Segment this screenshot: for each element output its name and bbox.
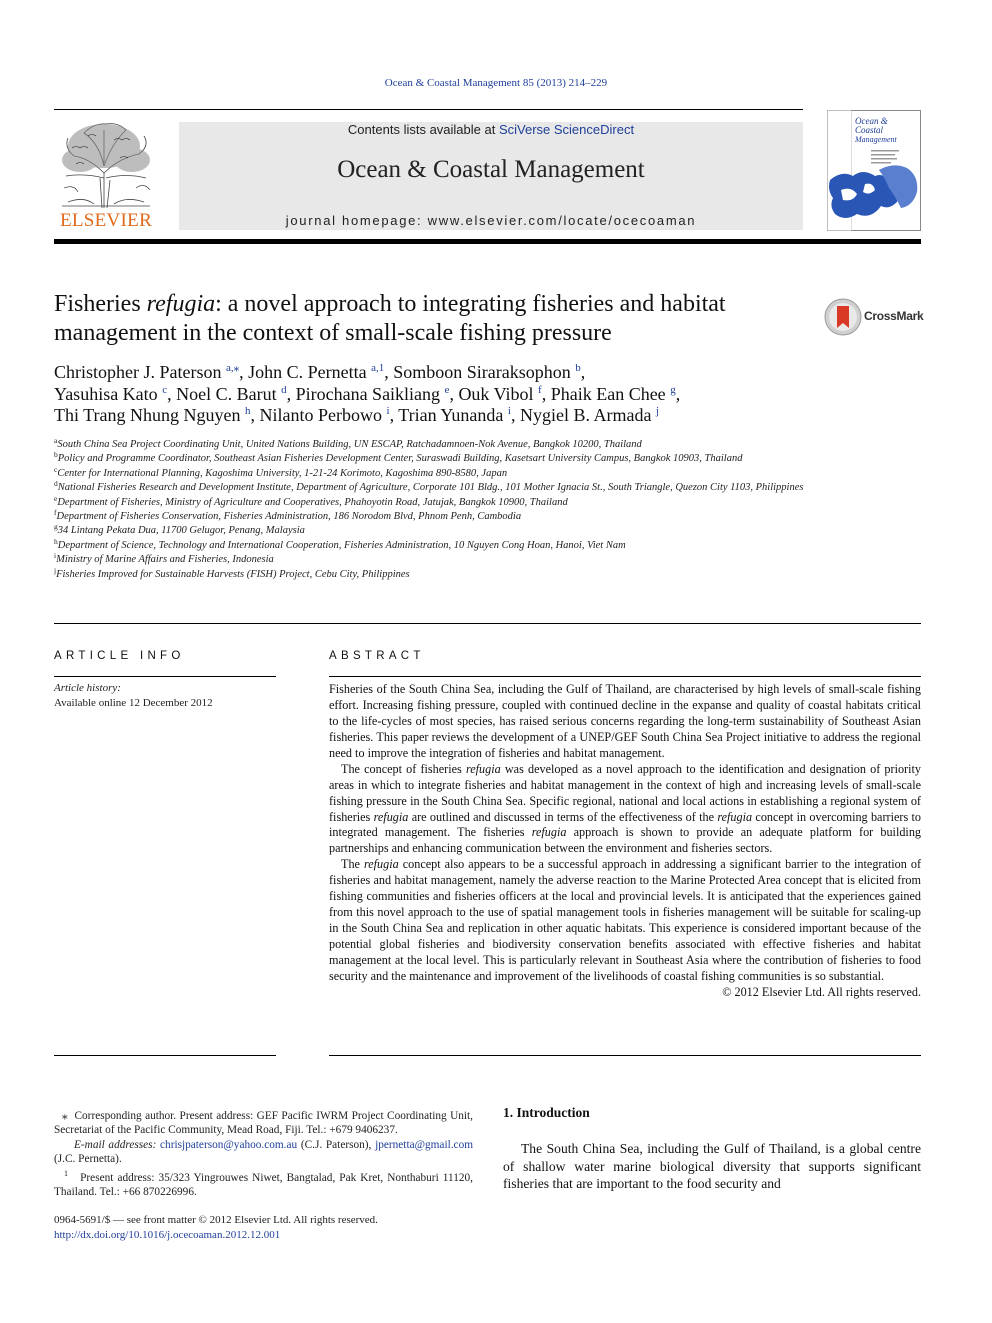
abstract-bottom-rule xyxy=(329,1055,921,1056)
elsevier-logo[interactable] xyxy=(54,118,158,232)
abstract-heading: ABSTRACT xyxy=(329,650,425,662)
journal-title: Ocean & Coastal Management xyxy=(337,156,645,183)
journal-cover[interactable] xyxy=(827,110,921,231)
contents-prefix: Contents lists available at xyxy=(347,122,499,137)
author-yunanda[interactable]: Trian Yunanda $^i$ xyxy=(398,405,511,425)
journal-citation[interactable]: Ocean & Coastal Management 85 (2013) 214–229 xyxy=(384,77,608,89)
journal-cover-image xyxy=(827,110,921,231)
author-armada[interactable]: Nygiel B. Armada $^j$ xyxy=(519,405,660,425)
issn-line: 0964-5691/$ — see front matter © 2012 Elsevier Ltd. All rights reserved. xyxy=(54,1214,378,1226)
article-history xyxy=(54,681,276,710)
elsevier-wordmark: ELSEVIER xyxy=(59,210,153,231)
affiliation-i: $^i$Ministry of Marine Affairs and Fisheries, Indonesia xyxy=(54,551,274,566)
doi-link[interactable]: http://dx.doi.org/10.1016/j.ocecoaman.2012.12.001 xyxy=(54,1228,281,1241)
email-link-pernetta[interactable]: jpernetta@gmail.com xyxy=(375,1138,473,1151)
abstract-body xyxy=(329,682,921,1001)
author-list: Christopher J. Paterson $^{a,⁎}$, John C. Pernetta $^{a,1}$, Somboon Siraraksophon $^b$, Yasuhisa Kato $^c$, Noel C. Barut $^d$, Pirochana Saikliang $^e$, Ouk Vibol $^f$, Phaik Ean Chee $^g$, Thi Trang Nhung Nguyen $^h$, Nilanto Perbowo $^i$, Trian Yunanda $^i$, Nygiel B. Armada $^j$ xyxy=(54,362,681,425)
introduction-heading: 1. Introduction xyxy=(503,1105,590,1120)
introduction-paragraph: The South China Sea, including the Gulf of Thailand, is a global centre of shallow water marine biological diversity that supports significant fisheries that are important to the food security and xyxy=(503,1141,921,1191)
title-part-1: Fisheries xyxy=(54,291,147,317)
affiliation-a: $^a$South China Sea Project Coordinating Unit, United Nations Building, UN ESCAP, Ratchadamnoen-Nok Avenue, Bangkok 10200, Thailand xyxy=(54,436,642,450)
elsevier-tree-icon xyxy=(54,118,158,210)
author-siraraksophon[interactable]: Somboon Siraraksophon $^b$ xyxy=(393,362,581,382)
journal-header-box xyxy=(179,122,803,230)
journal-homepage[interactable]: journal homepage: www.elsevier.com/locate/ocecoaman xyxy=(285,213,697,228)
author-pernetta[interactable]: John C. Pernetta $^{a,1}$ xyxy=(248,362,385,382)
author-saikliang[interactable]: Pirochana Saikliang $^e$ xyxy=(295,383,450,404)
affiliation-b: $^b$Policy and Programme Coordinator, Southeast Asian Fisheries Development Center, Suraswadi Building, Kasetsart University Campus, Bangkok 10903, Thailand xyxy=(54,450,743,465)
crossmark-label: CrossMark xyxy=(864,309,924,323)
cover-title-line3: Management xyxy=(855,135,897,144)
author-kato[interactable]: Yasuhisa Kato $^c$ xyxy=(54,383,168,404)
article-history-value: Available online 12 December 2012 xyxy=(54,696,213,709)
affiliation-d: $^d$National Fisheries Research and Development Institute, Department of Agriculture, Corporate 101 Bldg., 101 Mother Ignacia St., South Triangle, Quezon City 1103, Philippines xyxy=(54,479,804,494)
abstract-copyright: © 2012 Elsevier Ltd. All rights reserved. xyxy=(722,984,921,999)
author-perbowo[interactable]: Nilanto Perbowo $^i$ xyxy=(259,405,390,425)
article-history-label: Article history: xyxy=(54,682,121,694)
abstract-paragraph-2: The concept of fisheries refugia was developed as a novel approach to the identification and designation of priority areas in which to integrate fisheries and habitat management in the context of high and increasing levels of small-scale fishing pressure in the South China Sea. Specific regional, national and local actions in establishing a regional system of fisheries refugia are outlined and discussed in terms of the effectiveness of the refugia concept in overcoming barriers to integrated management. The fisheries refugia approach is shown to provide an adequate platform for building partnerships and enhancing communication between the environment and fisheries sectors. xyxy=(329,761,922,856)
author-barut[interactable]: Noel C. Barut $^d$ xyxy=(176,383,287,404)
corresponding-author-note: ⁎ Corresponding author. Present address: GEF Pacific IWRM Project Coordinating Unit, Secretariat of the Pacific Community, Mead Road, Fiji. Tel.: +679 9406237. xyxy=(54,1110,473,1137)
affiliation-c: $^c$Center for International Planning, Kagoshima University, 1-21-24 Korimoto, Kagoshima 890-8580, Japan xyxy=(54,464,508,479)
title-part-2: : a novel approach to integrating fisheries and habitat management in the context of small-scale fishing pressure xyxy=(54,291,726,346)
affiliation-g: $^g$34 Lintang Pekata Dua, 11700 Gelugor, Penang, Malaysia xyxy=(54,522,305,537)
affiliations xyxy=(54,438,914,582)
abstract-rule xyxy=(329,676,921,677)
cover-title-line1: Ocean & xyxy=(855,116,888,126)
author-paterson[interactable]: Christopher J. Paterson $^{a,⁎}$ xyxy=(54,362,240,382)
email-note: E-mail addresses: chrisjpaterson@yahoo.com.au (C.J. Paterson), jpernetta@gmail.com (J.C. Pernetta). xyxy=(54,1138,473,1166)
header-thick-rule xyxy=(54,239,921,244)
contents-line xyxy=(179,122,803,137)
front-matter-info xyxy=(54,1213,484,1242)
article-info-heading: ARTICLE INFO xyxy=(54,650,185,662)
article-info-bottom-rule xyxy=(54,1055,276,1056)
affiliation-h: $^h$Department of Science, Technology and International Cooperation, Fisheries Administration, 10 Nguyen Cong Hoan, Hanoi, Viet Nam xyxy=(54,536,626,551)
crossmark-badge[interactable] xyxy=(824,297,924,337)
email-link-paterson[interactable]: chrisjpaterson@yahoo.com.au xyxy=(160,1138,298,1151)
present-address-note: $^1$ Present address: 35/323 Yingrouwes Niwet, Bangtalad, Pak Kret, Nonthaburi 11120, Thailand. Tel.: +66 870226996. xyxy=(54,1168,473,1198)
affiliation-j: $^j$Fisheries Improved for Sustainable Harvests (FISH) Project, Cebu City, Philippines xyxy=(54,565,410,580)
article-title xyxy=(54,290,814,348)
title-italic: refugia xyxy=(146,291,216,317)
affiliation-f: $^f$Department of Fisheries Conservation, Fisheries Administration, 186 Norodom Blvd, Phnom Penh, Cambodia xyxy=(54,508,522,523)
crossmark-icon xyxy=(824,297,862,337)
footnotes xyxy=(54,1109,473,1199)
abstract-paragraph-1: Fisheries of the South China Sea, including the Gulf of Thailand, are characterised by high levels of small-scale fishing effort. Increasing fishing pressure, coupled with continued decline in the expanse and quality of coastal habitats critical to the life-cycles of most species, has raised serious concerns regarding the long-term sustainability of Southeast Asian fisheries. This paper reviews the development of a UNEP/GEF South China Sea Project initiative to address the regional need to improve the integration of fisheries and habitat management. xyxy=(329,682,921,760)
sciencedirect-link[interactable]: SciVerse ScienceDirect xyxy=(498,122,635,137)
abstract-paragraph-3: The refugia concept also appears to be a successful approach in addressing a significant barrier to the integration of fisheries and habitat management, namely the adverse reaction to the Marine Protected Area concept that is elicited from fishing communities and fisheries officers at the local and provincial levels. It is anticipated that the experiences gained from this novel approach to the use of spatial management tools in fisheries management will be suitable for scaling-up in the South China Sea and replication in other aquatic habitats. This experience is considered important because of the potential global fisheries and biodiversity conservation benefits associated with effective fisheries and habitat management at the local level. This is particularly relevant in Southeast Asia where the contribution of fisheries to food security and the maintenance and improvement of the livelihoods of coastal fishing communities is so substantial. xyxy=(329,857,922,983)
cover-title-line2: Coastal xyxy=(855,125,884,135)
author-chee[interactable]: Phaik Ean Chee $^g$ xyxy=(550,383,676,404)
affiliation-e: $^e$Department of Fisheries, Ministry of Agriculture and Cooperatives, Phahoyotin Road, Jatujak, Bangkok 10900, Thailand xyxy=(54,493,568,508)
email-label: E-mail addresses: xyxy=(74,1138,157,1151)
affiliations-divider xyxy=(54,623,921,624)
header-divider xyxy=(54,109,803,110)
author-vibol[interactable]: Ouk Vibol $^f$ xyxy=(458,383,542,404)
article-info-rule xyxy=(54,676,276,677)
author-nguyen[interactable]: Thi Trang Nhung Nguyen $^h$ xyxy=(54,405,251,425)
